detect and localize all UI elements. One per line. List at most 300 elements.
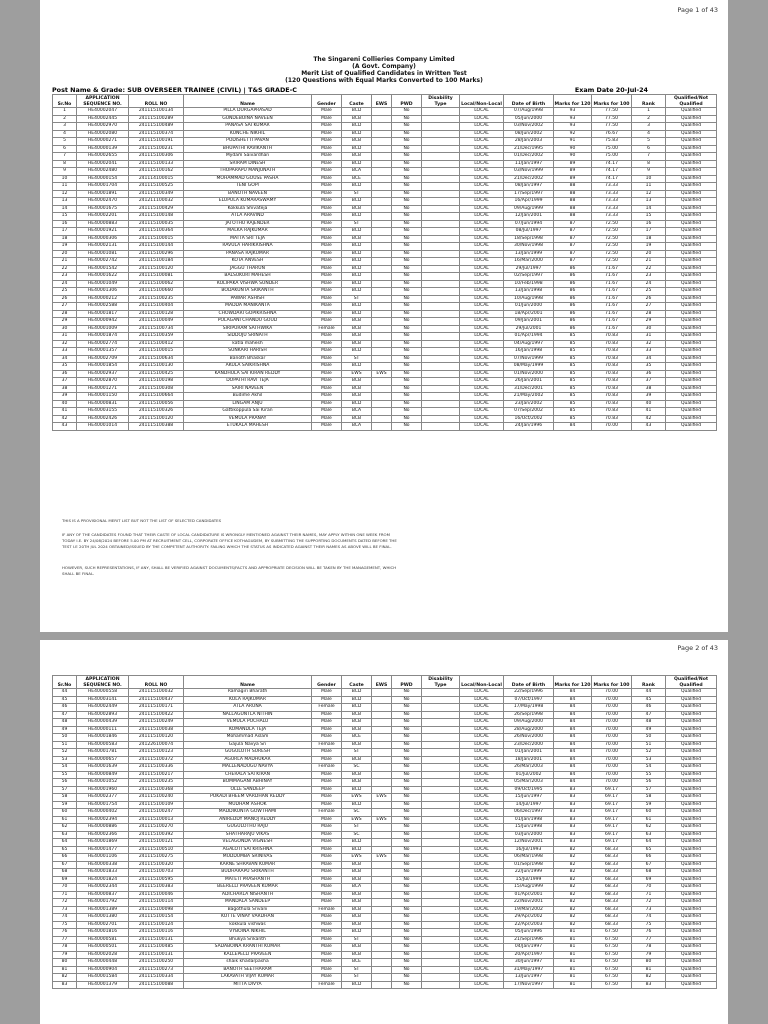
table-cell: LOCAL (460, 936, 504, 944)
table-row (53, 363, 717, 371)
table-cell (422, 295, 460, 303)
table-cell: 21/Dec/2002 (504, 175, 554, 183)
table-cell: 59 (53, 801, 77, 809)
table-cell: 81 (554, 974, 592, 982)
table-cell: Male (312, 393, 342, 401)
table-cell: 10/Feb/1998 (504, 280, 554, 288)
table-cell: No (392, 288, 422, 296)
table-cell: BCD (342, 846, 372, 854)
table-cell: 01/Jan/2001 (504, 749, 554, 757)
table-cell: Qualified (666, 153, 717, 161)
table-cell: Qualified (666, 891, 717, 899)
table-cell (422, 929, 460, 937)
table-cell: 82 (554, 861, 592, 869)
table-cell: VELAGONDA VIGNESH (184, 839, 312, 847)
column-header: Name (184, 676, 312, 689)
table-cell: Male (312, 138, 342, 146)
table-cell: 81 (554, 944, 592, 952)
table-cell (422, 839, 460, 847)
table-cell: 48 (632, 719, 666, 727)
table-cell: HE40001704 (77, 183, 129, 191)
table-cell: 09/Jan/2001 (504, 318, 554, 326)
table-cell: No (392, 273, 422, 281)
table-cell: VYBOINA NIKHIL (184, 929, 312, 937)
table-cell: Qualified (666, 123, 717, 131)
table-cell: 33 (53, 348, 77, 356)
table-cell: 83 (554, 794, 592, 802)
table-cell: 241115100320 (129, 861, 184, 869)
table-cell: Male (312, 824, 342, 832)
table-cell: Qualified (666, 711, 717, 719)
table-cell: 17/May/1998 (504, 704, 554, 712)
list-subtitle: (120 Questions with Equal Marks Converted to 100 Marks) (285, 77, 483, 84)
table-cell (422, 809, 460, 817)
table-cell: 84 (554, 764, 592, 772)
table-cell (422, 966, 460, 974)
table-cell: 89 (554, 175, 592, 183)
table-cell: Qualified (666, 704, 717, 712)
table-row (53, 764, 717, 772)
table-cell: 13/Jan/1999 (504, 250, 554, 258)
table-cell: Qualified (666, 400, 717, 408)
table-cell (372, 771, 392, 779)
table-cell: LOCAL (460, 168, 504, 176)
table-cell: LOCAL (460, 243, 504, 251)
table-cell (422, 130, 460, 138)
table-cell: 34 (632, 355, 666, 363)
table-cell: No (392, 333, 422, 341)
table-cell: 241115100664 (129, 393, 184, 401)
table-cell (372, 355, 392, 363)
table-cell: 63 (53, 831, 77, 839)
table-cell: LOCAL (460, 839, 504, 847)
table-cell: 01/Apr/2001 (504, 891, 554, 899)
table-cell: LOCAL (460, 869, 504, 877)
table-row (53, 816, 717, 824)
table-cell: LOCAL (460, 794, 504, 802)
table-cell: HE40002366 (77, 831, 129, 839)
table-cell: 86 (554, 280, 592, 288)
table-cell: Qualified (666, 719, 717, 727)
table-cell: 18 (632, 235, 666, 243)
table-row (53, 749, 717, 757)
table-cell: 08/Jan/1997 (504, 183, 554, 191)
table-cell: No (392, 854, 422, 862)
table-cell: 20/Apr/1997 (504, 951, 554, 959)
table-cell: Bagothula Srivani (184, 906, 312, 914)
table-cell: 70 (53, 884, 77, 892)
table-cell: Budime Akhil (184, 393, 312, 401)
table-cell: Male (312, 198, 342, 206)
column-header: ROLL NO (129, 95, 184, 108)
table-cell (422, 794, 460, 802)
table-cell: kokkula vishwas (184, 921, 312, 929)
table-cell: EWS (372, 854, 392, 862)
table-cell: EWS (372, 794, 392, 802)
table-cell: 241115100134 (129, 108, 184, 116)
table-cell: 7 (632, 153, 666, 161)
table-cell (422, 764, 460, 772)
table-cell (372, 363, 392, 371)
table-cell: Male (312, 235, 342, 243)
table-cell: RAVULA HARIKRISHNA (184, 243, 312, 251)
table-cell (372, 243, 392, 251)
table-row (53, 318, 717, 326)
table-cell: No (392, 130, 422, 138)
table-cell: Qualified (666, 974, 717, 982)
table-cell: ELUPULA KUMARASWAMY (184, 198, 312, 206)
table-cell (422, 914, 460, 922)
table-cell: 75.00 (592, 145, 632, 153)
table-row (53, 183, 717, 191)
table-cell (422, 696, 460, 704)
table-cell: 69.17 (592, 831, 632, 839)
table-cell: 47 (632, 711, 666, 719)
table-cell: Qualified (666, 408, 717, 416)
table-cell: BCA (342, 168, 372, 176)
table-cell: ADICHARLA NISHANTH (184, 891, 312, 899)
table-cell: No (392, 213, 422, 221)
table-cell: LOCAL (460, 914, 504, 922)
table-cell: LOCAL (460, 325, 504, 333)
table-cell: 06/Mar/1998 (504, 854, 554, 862)
table-cell (372, 160, 392, 168)
table-cell: 21/Sep/1996 (504, 936, 554, 944)
table-row (53, 250, 717, 258)
table-cell (422, 318, 460, 326)
table-cell: 51 (632, 741, 666, 749)
table-cell: 73.33 (592, 190, 632, 198)
table-cell: 85 (554, 340, 592, 348)
table-cell: LOCAL (460, 393, 504, 401)
table-cell: HE40001622 (77, 273, 129, 281)
table-row (53, 951, 717, 959)
table-cell: No (392, 160, 422, 168)
table-row (53, 130, 717, 138)
table-cell: Male (312, 190, 342, 198)
table-cell: 48 (53, 719, 77, 727)
table-cell: BOMMAGANI ABHINAY (184, 779, 312, 787)
table-cell (422, 749, 460, 757)
table-cell: 83 (554, 801, 592, 809)
table-cell: Qualified (666, 771, 717, 779)
table-cell: 5 (632, 138, 666, 146)
table-cell (372, 696, 392, 704)
table-cell: 32 (632, 340, 666, 348)
table-cell: 241115100425 (129, 370, 184, 378)
table-cell: 70.83 (592, 363, 632, 371)
table-cell: 71 (53, 891, 77, 899)
table-cell: 76 (53, 929, 77, 937)
table-cell: 241115100660 (129, 288, 184, 296)
table-cell: 88 (554, 213, 592, 221)
table-cell: No (392, 115, 422, 123)
table-cell: Qualified (666, 944, 717, 952)
table-cell: KOLIPAKA VISHWA SUNDER (184, 280, 312, 288)
table-row (53, 704, 717, 712)
table-cell: 16/Jul/1993 (504, 846, 554, 854)
table-cell: HE40001357 (77, 348, 129, 356)
table-cell: 01/Sep/1998 (504, 861, 554, 869)
table-cell: BCD (342, 183, 372, 191)
table-cell: shaik khadarpasha (184, 959, 312, 967)
table-cell: No (392, 726, 422, 734)
table-cell: 241115100120 (129, 734, 184, 742)
table-cell: Qualified (666, 869, 717, 877)
table-cell: LOCAL (460, 370, 504, 378)
table-cell: HE40001781 (77, 749, 129, 757)
table-cell: 66 (632, 854, 666, 862)
table-cell: Male (312, 265, 342, 273)
table-cell: HE40000111 (77, 726, 129, 734)
table-cell (372, 310, 392, 318)
table-cell: 77.50 (592, 108, 632, 116)
table-cell: HE40002394 (77, 816, 129, 824)
table-cell: 40 (632, 400, 666, 408)
column-header: Rank (632, 676, 666, 689)
table-cell (422, 711, 460, 719)
table-cell: BCB (342, 333, 372, 341)
table-cell: 241115100062 (129, 280, 184, 288)
table-cell: 72.50 (592, 243, 632, 251)
table-cell: 69 (632, 876, 666, 884)
table-cell: Male (312, 168, 342, 176)
table-cell: BCD (342, 160, 372, 168)
table-cell: Female (312, 981, 342, 989)
table-cell: No (392, 423, 422, 431)
table-cell: HE40001542 (77, 265, 129, 273)
table-cell: HE40000402 (77, 809, 129, 817)
table-cell: 31 (632, 333, 666, 341)
table-cell: 70.00 (592, 734, 632, 742)
table-cell: 72 (632, 899, 666, 907)
table-cell (422, 400, 460, 408)
table-cell: HE40000448 (77, 959, 129, 967)
table-cell: AGURLA MADHUKAR (184, 756, 312, 764)
table-cell: 84 (554, 689, 592, 697)
table-cell: 241115100049 (129, 318, 184, 326)
table-cell: 83 (554, 824, 592, 832)
table-row (53, 696, 717, 704)
table-cell: MADDIKUNTA GOWTHAMI (184, 809, 312, 817)
table-cell: POLAGANI CHANDU GOUD (184, 318, 312, 326)
table-row (53, 779, 717, 787)
table-cell: HE40001379 (77, 981, 129, 989)
table-cell: 241115100121 (129, 839, 184, 847)
table-row (53, 854, 717, 862)
table-cell: 3 (53, 123, 77, 131)
table-row (53, 846, 717, 854)
table-cell: EWS (342, 854, 372, 862)
table-cell: ANIREDDY MANOJ REDDY (184, 816, 312, 824)
table-cell: LOCAL (460, 423, 504, 431)
table-cell (372, 704, 392, 712)
table-cell: 1 (53, 108, 77, 116)
table-cell: MATTA SRI TEJA (184, 235, 312, 243)
table-cell: Kokkula Shivateja (184, 205, 312, 213)
table-cell: SUNKARI HARISH (184, 348, 312, 356)
table-cell: BCD (342, 280, 372, 288)
table-cell: Male (312, 974, 342, 982)
table-row (53, 288, 717, 296)
table-cell: 68.33 (592, 876, 632, 884)
table-cell: 81 (554, 981, 592, 989)
table-cell: 16 (632, 220, 666, 228)
table-cell: ST (342, 295, 372, 303)
table-cell: 46 (632, 704, 666, 712)
table-cell: 19/Mar/2002 (504, 906, 554, 914)
table-cell: No (392, 974, 422, 982)
table-cell: No (392, 145, 422, 153)
table-cell: Qualified (666, 190, 717, 198)
table-cell: No (392, 153, 422, 161)
table-cell: 241115100250 (129, 959, 184, 967)
table-cell: 32 (53, 340, 77, 348)
table-cell (422, 944, 460, 952)
table-cell: Female (312, 325, 342, 333)
table-cell: HE40000583 (77, 741, 129, 749)
table-cell: Qualified (666, 876, 717, 884)
table-cell: LOCAL (460, 846, 504, 854)
table-cell: 53 (53, 756, 77, 764)
table-cell: Qualified (666, 734, 717, 742)
company-type: (A Govt. Company) (352, 63, 416, 70)
table-cell: BCB (342, 771, 372, 779)
table-cell (422, 981, 460, 989)
table-cell (422, 899, 460, 907)
table-cell: JAGGU THARUN (184, 265, 312, 273)
table-cell (422, 824, 460, 832)
table-cell: LOCAL (460, 213, 504, 221)
table-row (53, 869, 717, 877)
table-cell: 16/Mar/2000 (504, 258, 554, 266)
table-cell: 86 (554, 265, 592, 273)
table-cell (422, 771, 460, 779)
table-cell: 70 (632, 884, 666, 892)
table-row (53, 884, 717, 892)
table-cell: No (392, 839, 422, 847)
table-cell (422, 370, 460, 378)
table-cell: 79 (632, 951, 666, 959)
table-cell: 70.83 (592, 393, 632, 401)
table-cell: 82 (632, 974, 666, 982)
table-cell (422, 243, 460, 251)
table-cell: 28/Jan/2003 (504, 138, 554, 146)
table-cell: 83 (554, 831, 592, 839)
column-header: Local/Non-Local (460, 95, 504, 108)
table-cell: 241115100485 (129, 944, 184, 952)
table-cell: 76 (632, 929, 666, 937)
column-header: Gender (312, 95, 342, 108)
table-cell: AGALOTI SAI KRISHNA (184, 846, 312, 854)
table-cell: BCB (342, 153, 372, 161)
table-cell: No (392, 884, 422, 892)
column-header: APPLICATION SEQUENCE NO. (77, 95, 129, 108)
table-cell: Qualified (666, 794, 717, 802)
table-cell: 55 (632, 771, 666, 779)
table-cell: 241115100088 (129, 981, 184, 989)
table-cell: BCA (342, 884, 372, 892)
table-cell: HE40001891 (77, 190, 129, 198)
table-cell: Qualified (666, 415, 717, 423)
table-cell: ATLA ARUNA (184, 704, 312, 712)
table-cell: LOCAL (460, 719, 504, 727)
table-cell: Male (312, 340, 342, 348)
table-cell (422, 801, 460, 809)
table-cell: 85 (554, 348, 592, 356)
table-cell: LOCAL (460, 711, 504, 719)
table-cell (422, 861, 460, 869)
table-cell (422, 689, 460, 697)
table-cell: SIRIPURAM SATHWIKA (184, 325, 312, 333)
table-cell: Male (312, 250, 342, 258)
table-cell: 29 (632, 318, 666, 326)
table-cell: 22/Jun/1999 (504, 869, 554, 877)
table-cell: Qualified (666, 243, 717, 251)
table-cell: No (392, 355, 422, 363)
table-cell: 75 (632, 921, 666, 929)
table-cell: Male (312, 689, 342, 697)
table-cell: 72.50 (592, 235, 632, 243)
table-cell: No (392, 385, 422, 393)
table-cell: 241115100120 (129, 415, 184, 423)
table-cell (372, 123, 392, 131)
table-cell: HE40002131 (77, 243, 129, 251)
table-cell: LOCAL (460, 250, 504, 258)
table-cell (372, 734, 392, 742)
table-cell: BCB (342, 741, 372, 749)
table-cell: 40 (53, 400, 77, 408)
table-cell (372, 130, 392, 138)
table-cell: 60 (632, 809, 666, 817)
table-cell: POKADI BHEEM VARDHAN REDDY (184, 794, 312, 802)
table-cell: 09/Oct/1995 (504, 786, 554, 794)
table-cell: 241115100510 (129, 846, 184, 854)
table-cell: No (392, 265, 422, 273)
table-cell: HE40000581 (77, 936, 129, 944)
table-cell: Qualified (666, 726, 717, 734)
table-cell: Male (312, 921, 342, 929)
table-cell (422, 340, 460, 348)
table-cell: BCB (342, 138, 372, 146)
table-cell: 81 (554, 966, 592, 974)
table-cell: KOLA RAJKUMAR (184, 696, 312, 704)
table-cell: KALLEPELLI PRAVEEN (184, 951, 312, 959)
table-cell: Male (312, 884, 342, 892)
table-cell: 03/Nov/1999 (504, 168, 554, 176)
table-cell (422, 310, 460, 318)
table-cell (422, 303, 460, 311)
table-cell: Male (312, 183, 342, 191)
table-cell: 26 (632, 295, 666, 303)
table-cell: 241115100383 (129, 884, 184, 892)
table-cell: 15 (53, 213, 77, 221)
table-cell: 3 (632, 123, 666, 131)
table-cell: 75.83 (592, 138, 632, 146)
table-cell: 25 (632, 288, 666, 296)
table-cell: Bhukya Srikanth (184, 936, 312, 944)
table-cell: Qualified (666, 160, 717, 168)
table-cell: 08/May/1999 (504, 363, 554, 371)
table-cell: 12 (632, 190, 666, 198)
table-cell: HE40001049 (77, 280, 129, 288)
table-row (53, 385, 717, 393)
table-cell: 67.50 (592, 981, 632, 989)
table-cell: No (392, 929, 422, 937)
table-cell: HE40000886 (77, 824, 129, 832)
table-cell (372, 348, 392, 356)
table-cell: Male (312, 273, 342, 281)
